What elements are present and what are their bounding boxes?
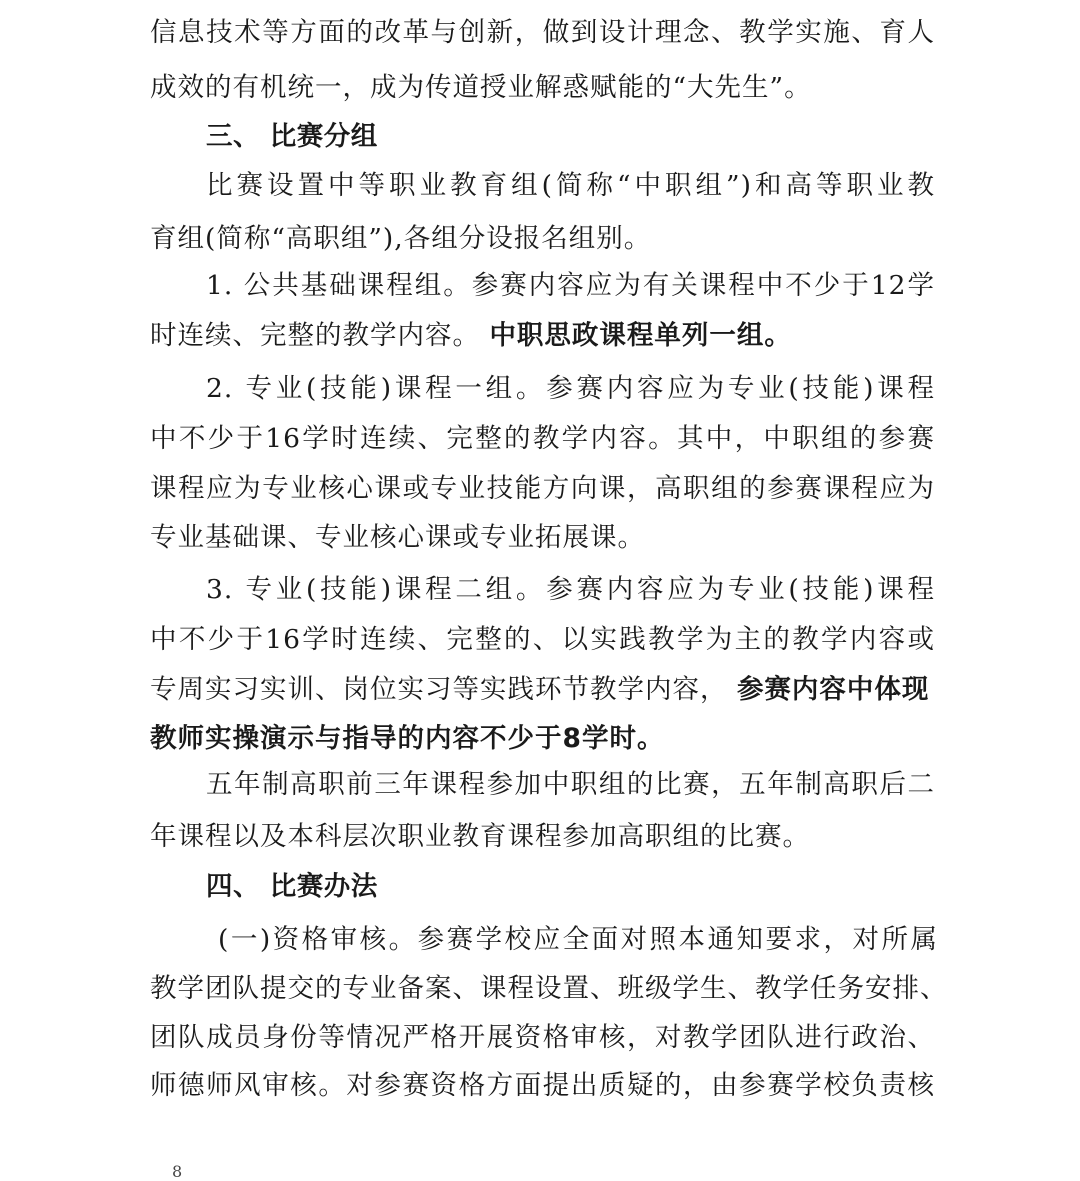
paragraph-line: 教学团队提交的专业备案、课程设置、班级学生、教学任务安排、 (150, 973, 948, 1004)
paragraph-line: 师德师风审核。对参赛资格方面提出质疑的，由参赛学校负责核 (150, 1070, 935, 1101)
paragraph-line: 五年制高职前三年课程参加中职组的比赛，五年制高职后二 (206, 769, 935, 800)
section-heading-4: 四、 比赛办法 (206, 871, 378, 902)
paragraph-line: 团队成员身份等情况严格开展资格审核，对教学团队进行政治、 (150, 1022, 935, 1053)
normal-text: 时连续、完整的教学内容。 (150, 320, 490, 351)
bold-text: 中职思政课程单列一组。 (489, 320, 792, 351)
paragraph-line: 比赛设置中等职业教育组(简称“中职组”)和高等职业教 (206, 170, 935, 201)
paragraph-line: 年课程以及本科层次职业教育课程参加高职组的比赛。 (150, 821, 810, 852)
paragraph-line: 专业基础课、专业核心课或专业拓展课。 (150, 522, 645, 553)
bold-text: 参赛内容中体现 (736, 674, 930, 705)
paragraph-line: 1. 公共基础课程组。参赛内容应为有关课程中不少于12学 (206, 270, 935, 301)
paragraph-line: 育组(简称“高职组”),各组分设报名组别。 (150, 223, 652, 254)
paragraph-line: 课程应为专业核心课或专业技能方向课，高职组的参赛课程应为 (150, 473, 935, 504)
paragraph-line: (一)资格审核。参赛学校应全面对照本通知要求，对所属 (218, 924, 938, 955)
paragraph-line: 3. 专业(技能)课程二组。参赛内容应为专业(技能)课程 (206, 574, 935, 605)
paragraph-line: 信息技术等方面的改革与创新，做到设计理念、教学实施、育人 (150, 17, 935, 48)
paragraph-line: 中不少于16学时连续、完整的教学内容。其中，中职组的参赛 (150, 423, 935, 454)
normal-text: 专周实习实训、岗位实习等实践环节教学内容， (150, 674, 737, 705)
paragraph-line: 成效的有机统一，成为传道授业解惑赋能的“大先生”。 (150, 72, 812, 103)
paragraph-line: 2. 专业(技能)课程一组。参赛内容应为专业(技能)课程 (206, 373, 935, 404)
paragraph-line-bold: 教师实操演示与指导的内容不少于8学时。 (150, 723, 665, 754)
section-heading-3: 三、 比赛分组 (206, 121, 378, 152)
paragraph-line-mixed (150, 670, 935, 710)
page-number: 8 (172, 1162, 183, 1181)
paragraph-line-mixed (150, 316, 935, 356)
paragraph-line: 中不少于16学时连续、完整的、以实践教学为主的教学内容或 (150, 624, 935, 655)
